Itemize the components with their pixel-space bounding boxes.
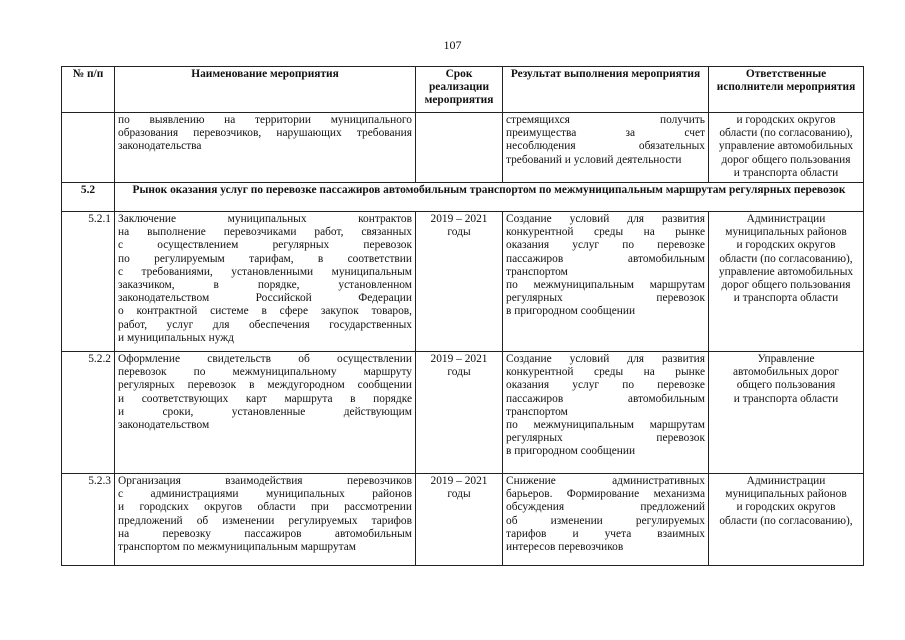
section-row: [62, 183, 864, 212]
cell-line: 2019 – 2021: [430, 213, 488, 225]
row-name: [115, 212, 416, 352]
cell-line: Создание условий для развития: [506, 353, 705, 365]
row-executors: [709, 474, 864, 566]
cell-line: оказания услуг по перевозке: [506, 379, 705, 392]
cell-line: по межмуниципальным маршрутам: [506, 419, 705, 432]
cell-line: муниципальных районов: [725, 226, 847, 239]
cell-line: области (по согласованию),: [719, 252, 853, 265]
cell-line: преимущества за счет: [506, 127, 705, 140]
cell-line: на перевозку пассажиров автомобильным: [118, 527, 412, 540]
cell-line: регулярных перевозок: [506, 292, 705, 305]
header-executors: Ответственные исполнители мероприятия: [709, 67, 864, 113]
cell-line: несоблюдения обязательных: [506, 140, 705, 153]
cell-line: и транспорта области: [733, 166, 839, 179]
cell-line: 2019 – 2021: [430, 353, 488, 365]
cell-line: по выявлению на территории муниципального: [118, 114, 412, 126]
cell-line: области (по согласованию),: [719, 127, 853, 140]
row-executors: [709, 352, 864, 474]
cell-line: с осуществлением регулярных перевозок: [118, 239, 412, 252]
cell-line: Управление: [757, 353, 815, 365]
cell-line: законодательством: [118, 419, 210, 432]
cell-line: муниципальных районов: [725, 488, 847, 501]
cell-line: и муниципальных нужд: [118, 331, 234, 344]
cell-line: и городских округов: [736, 501, 836, 514]
cell-line: с требованиями, установленными муниципальным: [118, 265, 412, 278]
cell-line: о контрактной системе в сфере закупок товаров,: [118, 305, 412, 318]
cell-line: дорог общего пользования: [721, 279, 851, 292]
cell-line: интересов перевозчиков: [506, 541, 624, 554]
cell-line: управление автомобильных: [718, 265, 854, 278]
row-executors: [709, 212, 864, 352]
cell-line: автомобильных дорог: [733, 366, 839, 379]
cell-line: Администрации: [746, 213, 826, 225]
cell-line: транспортом: [506, 405, 568, 418]
continuation-term: [416, 113, 503, 183]
section-num: 5.2: [62, 183, 115, 212]
cell-line: годы: [447, 226, 471, 239]
cell-line: и городских округов: [736, 114, 836, 126]
cell-line: регулярных перевозок в междугородном сообщении: [118, 379, 412, 392]
cell-line: пассажиров автомобильным: [506, 392, 705, 405]
cell-line: об изменении регулируемых: [506, 514, 705, 527]
row-term: [416, 474, 503, 566]
cell-line: регулярных перевозок: [506, 432, 705, 445]
table-row: [62, 212, 864, 352]
cell-line: обсуждения предложений: [506, 501, 705, 514]
cell-line: с администрациями муниципальных районов: [118, 488, 412, 501]
cell-line: Снижение административных: [506, 475, 705, 487]
header-name: Наименование мероприятия: [115, 67, 416, 113]
cell-line: по межмуниципальным маршрутам: [506, 279, 705, 292]
continuation-result: [503, 113, 709, 183]
section-title: Рынок оказания услуг по перевозке пассажиров автомобильным транспортом по межмуниципальным маршрутам регулярных перевозок: [115, 183, 864, 212]
cell-line: образования перевозчиков, нарушающих требования: [118, 127, 412, 140]
row-num: 5.2.3: [62, 474, 115, 566]
continuation-executors: [709, 113, 864, 183]
cell-line: тарифов и учета взаимных: [506, 527, 705, 540]
cell-line: транспортом: [506, 265, 568, 278]
cell-line: управление автомобильных: [718, 140, 854, 153]
cell-line: Организация взаимодействия перевозчиков: [118, 475, 412, 487]
header-result: Результат выполнения мероприятия: [503, 67, 709, 113]
cell-line: Оформление свидетельств об осуществлении: [118, 353, 412, 365]
row-num: 5.2.2: [62, 352, 115, 474]
cell-line: оказания услуг по перевозке: [506, 239, 705, 252]
cell-line: в пригородном сообщении: [506, 305, 636, 318]
cell-line: и городских округов: [736, 239, 836, 252]
page-number: 107: [443, 38, 462, 52]
cell-line: законодательством Российской Федерации: [118, 292, 412, 305]
cell-line: работ, услуг для обеспечения государственных: [118, 318, 412, 331]
table-header-row: [62, 67, 864, 113]
cell-line: и транспорта области: [733, 292, 839, 305]
table-row: [62, 474, 864, 566]
row-result: [503, 352, 709, 474]
continuation-name: [115, 113, 416, 183]
cell-line: по регулируемым тарифам, в соответствии: [118, 252, 412, 265]
row-name: [115, 474, 416, 566]
cell-line: Заключение муниципальных контрактов: [118, 213, 412, 225]
cell-line: годы: [447, 488, 471, 501]
cell-line: пассажиров автомобильным: [506, 252, 705, 265]
cell-line: 2019 – 2021: [430, 475, 488, 487]
cell-line: на выполнение перевозчиками работ, связанных: [118, 226, 412, 239]
cell-line: барьеров. Формирование механизма: [506, 488, 705, 501]
header-term: Срок реализации мероприятия: [416, 67, 503, 113]
cell-line: предложений об изменении регулируемых тарифов: [118, 514, 412, 527]
cell-line: и сроки, установленные действующим: [118, 405, 412, 418]
row-term: [416, 212, 503, 352]
cell-line: годы: [447, 366, 471, 379]
continuation-num: [62, 113, 115, 183]
cell-line: требований и условий деятельности: [506, 153, 682, 166]
cell-line: конкурентной среды на рынке: [506, 226, 705, 239]
continuation-row: [62, 113, 864, 183]
cell-line: общего пользования: [736, 379, 836, 392]
row-result: [503, 212, 709, 352]
row-term: [416, 352, 503, 474]
cell-line: стремящихся получить: [506, 114, 705, 126]
cell-line: дорог общего пользования: [721, 153, 851, 166]
cell-line: и соответствующих карт маршрута в порядке: [118, 392, 412, 405]
cell-line: транспортом по межмуниципальным маршрутам: [118, 541, 356, 554]
cell-line: Создание условий для развития: [506, 213, 705, 225]
row-result: [503, 474, 709, 566]
cell-line: Администрации: [746, 475, 826, 487]
cell-line: конкурентной среды на рынке: [506, 366, 705, 379]
cell-line: области (по согласованию),: [719, 514, 853, 527]
cell-line: заказчиком, в порядке, установленном: [118, 279, 412, 292]
cell-line: и транспорта области: [733, 392, 839, 405]
row-num: 5.2.1: [62, 212, 115, 352]
header-num: № п/п: [62, 67, 115, 113]
cell-line: и городских округов области при рассмотрении: [118, 501, 412, 514]
row-name: [115, 352, 416, 474]
cell-line: законодательства: [118, 140, 202, 153]
cell-line: перевозок по межмуниципальному маршруту: [118, 366, 412, 379]
measures-table: [61, 66, 864, 566]
table-row: [62, 352, 864, 474]
cell-line: в пригородном сообщении: [506, 445, 636, 458]
